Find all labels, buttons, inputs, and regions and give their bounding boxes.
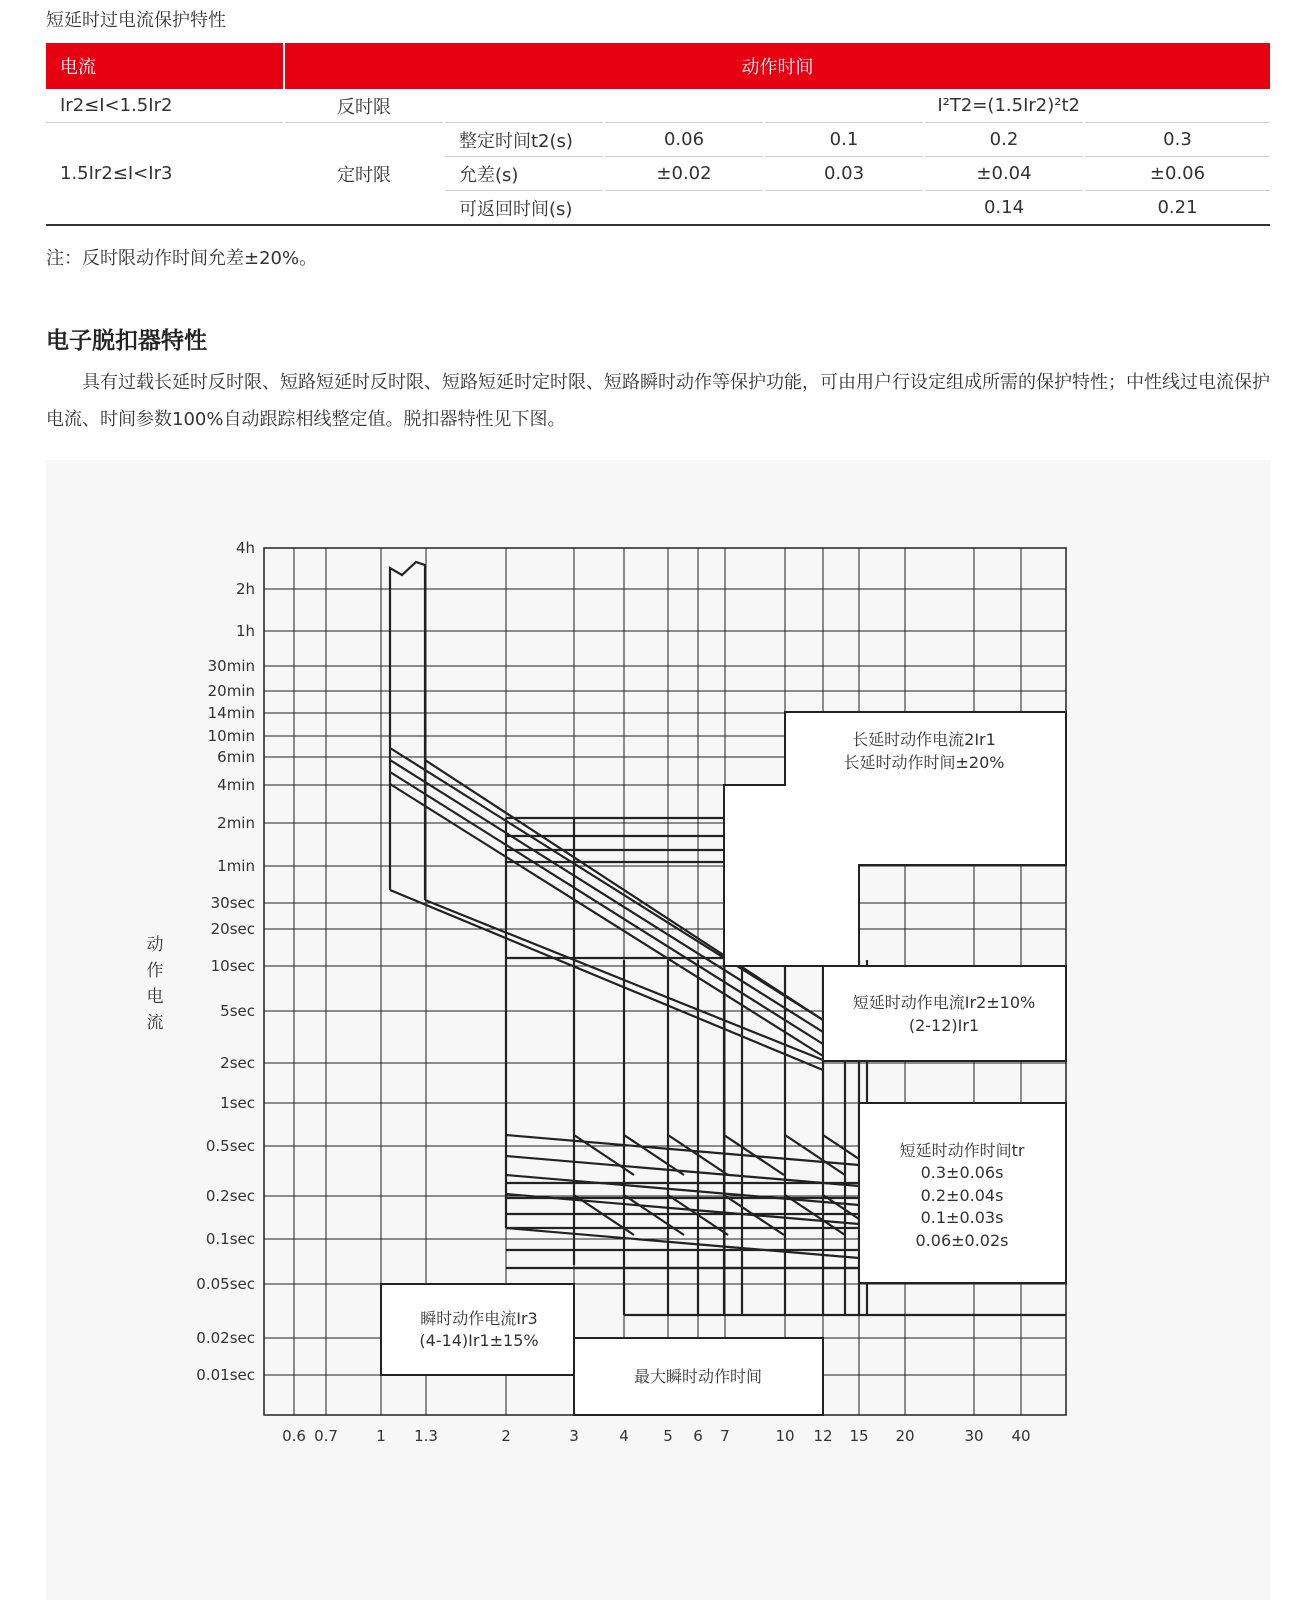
row2-type: 定时限 — [284, 123, 444, 226]
instantaneous-current-annotation-text: 瞬时动作电流Ir3 — [420, 1309, 538, 1328]
return-value: 0.14 — [924, 191, 1084, 226]
y-tick-label: 10sec — [210, 957, 255, 975]
short-delay-slope — [785, 1135, 845, 1175]
y-tick-label: 0.02sec — [196, 1329, 255, 1347]
y-axis-label: 流 — [146, 1013, 164, 1033]
x-tick-label: 1 — [376, 1427, 386, 1445]
table-note: 注：反时限动作时间允差±20%。 — [46, 248, 318, 269]
x-tick-label: 10 — [775, 1427, 795, 1445]
y-tick-label: 1min — [217, 857, 255, 875]
header-time: 动作时间 — [284, 43, 1270, 89]
y-tick-label: 30sec — [210, 894, 255, 912]
short-delay-time-annotation-text: 0.1±0.03s — [920, 1208, 1004, 1227]
short-delay-table — [46, 43, 1270, 226]
return-value: 0.21 — [1084, 191, 1270, 226]
y-tick-label: 2min — [217, 814, 255, 832]
short-delay-current-annotation-text: (2-12)Ir1 — [908, 1016, 980, 1035]
trip-characteristic-chart — [46, 460, 1270, 1600]
y-axis-label: 动 — [146, 935, 164, 955]
y-tick-label: 14min — [207, 704, 255, 722]
y-tick-label: 0.01sec — [196, 1366, 255, 1384]
short-delay-current-annotation-text: 短延时动作电流Ir2±10% — [852, 993, 1036, 1012]
x-tick-label: 30 — [964, 1427, 984, 1445]
return-value — [604, 191, 764, 226]
y-tick-label: 2h — [235, 580, 255, 598]
y-tick-label: 2sec — [220, 1054, 255, 1072]
short-delay-time-annotation-text: 0.3±0.06s — [920, 1163, 1004, 1182]
setting-value: 0.2 — [924, 123, 1084, 157]
long-delay-band — [390, 562, 425, 900]
y-tick-label: 1h — [235, 622, 255, 640]
x-tick-label: 3 — [569, 1427, 579, 1445]
y-tick-label: 30min — [207, 657, 255, 675]
tolerance-value: ±0.02 — [604, 157, 764, 191]
x-tick-label: 0.6 — [282, 1427, 306, 1445]
definite-time-curve — [506, 1228, 859, 1258]
x-tick-label: 7 — [720, 1427, 730, 1445]
row1-range: Ir2≤I<1.5Ir2 — [46, 89, 284, 123]
short-delay-time-annotation-text: 短延时动作时间tr — [899, 1141, 1025, 1160]
y-tick-label: 6min — [217, 748, 255, 766]
x-tick-label: 12 — [813, 1427, 833, 1445]
y-tick-label: 0.5sec — [205, 1137, 255, 1155]
return-label: 可返回时间(s) — [444, 191, 604, 226]
y-tick-label: 0.2sec — [205, 1187, 255, 1205]
tolerance-value: ±0.06 — [1084, 157, 1270, 191]
x-tick-label: 6 — [693, 1427, 703, 1445]
short-delay-time-annotation-text: 0.06±0.02s — [915, 1231, 1009, 1250]
section-heading: 电子脱扣器特性 — [46, 328, 207, 354]
x-tick-label: 1.3 — [414, 1427, 438, 1445]
x-tick-label: 2 — [501, 1427, 511, 1445]
short-delay-current-annotation-box — [823, 966, 1066, 1061]
setting-value: 0.1 — [764, 123, 924, 157]
header-current: 电流 — [46, 43, 284, 89]
x-tick-label: 5 — [663, 1427, 673, 1445]
x-tick-label: 4 — [619, 1427, 629, 1445]
long-delay-annotation-text: 长延时动作电流2Ir1 — [852, 730, 996, 749]
y-tick-label: 4min — [217, 776, 255, 794]
x-tick-label: 40 — [1011, 1427, 1031, 1445]
y-tick-label: 20min — [207, 682, 255, 700]
y-tick-label: 0.1sec — [205, 1230, 255, 1248]
instantaneous-current-annotation-text: (4-14)Ir1±15% — [419, 1331, 539, 1350]
row1-formula: I²T2=(1.5Ir2)²t2 — [444, 89, 1270, 123]
return-value — [764, 191, 924, 226]
short-delay-time-annotation-text: 0.2±0.04s — [920, 1186, 1004, 1205]
tolerance-value: ±0.04 — [924, 157, 1084, 191]
max-instantaneous-time-annotation-text: 最大瞬时动作时间 — [633, 1367, 763, 1386]
row1-type: 反时限 — [284, 89, 444, 123]
long-delay-annotation-box — [724, 712, 1066, 966]
y-axis-label: 电 — [146, 987, 164, 1007]
y-tick-label: 0.05sec — [196, 1275, 255, 1293]
setting-label: 整定时间t2(s) — [444, 123, 604, 157]
long-delay-annotation-text: 长延时动作时间±20% — [843, 753, 1005, 772]
tolerance-value: 0.03 — [764, 157, 924, 191]
x-tick-label: 0.7 — [314, 1427, 338, 1445]
y-tick-label: 1sec — [220, 1094, 255, 1112]
definite-time-curve — [506, 1175, 859, 1205]
tolerance-label: 允差(s) — [444, 157, 604, 191]
section-title: 短延时过电流保护特性 — [46, 10, 226, 31]
y-tick-label: 20sec — [210, 920, 255, 938]
description-paragraph: 具有过载长延时反时限、短路短延时反时限、短路短延时定时限、短路瞬时动作等保护功能，可由用户行设定组成所需的保护特性；中性线过电流保护电流、时间参数100%自动跟踪相线整定值。脱扣器特性见下图。 — [46, 372, 1270, 430]
row2-range: 1.5Ir2≤I<Ir3 — [46, 123, 284, 226]
x-tick-label: 20 — [895, 1427, 915, 1445]
x-tick-label: 15 — [849, 1427, 869, 1445]
setting-value: 0.3 — [1084, 123, 1270, 157]
y-tick-label: 10min — [207, 727, 255, 745]
trip-characteristic-chart-panel — [46, 460, 1270, 1600]
setting-value: 0.06 — [604, 123, 764, 157]
y-axis-label: 作 — [146, 961, 164, 981]
y-tick-label: 5sec — [220, 1002, 255, 1020]
instantaneous-current-annotation-box — [381, 1284, 574, 1375]
y-tick-label: 4h — [235, 539, 255, 557]
